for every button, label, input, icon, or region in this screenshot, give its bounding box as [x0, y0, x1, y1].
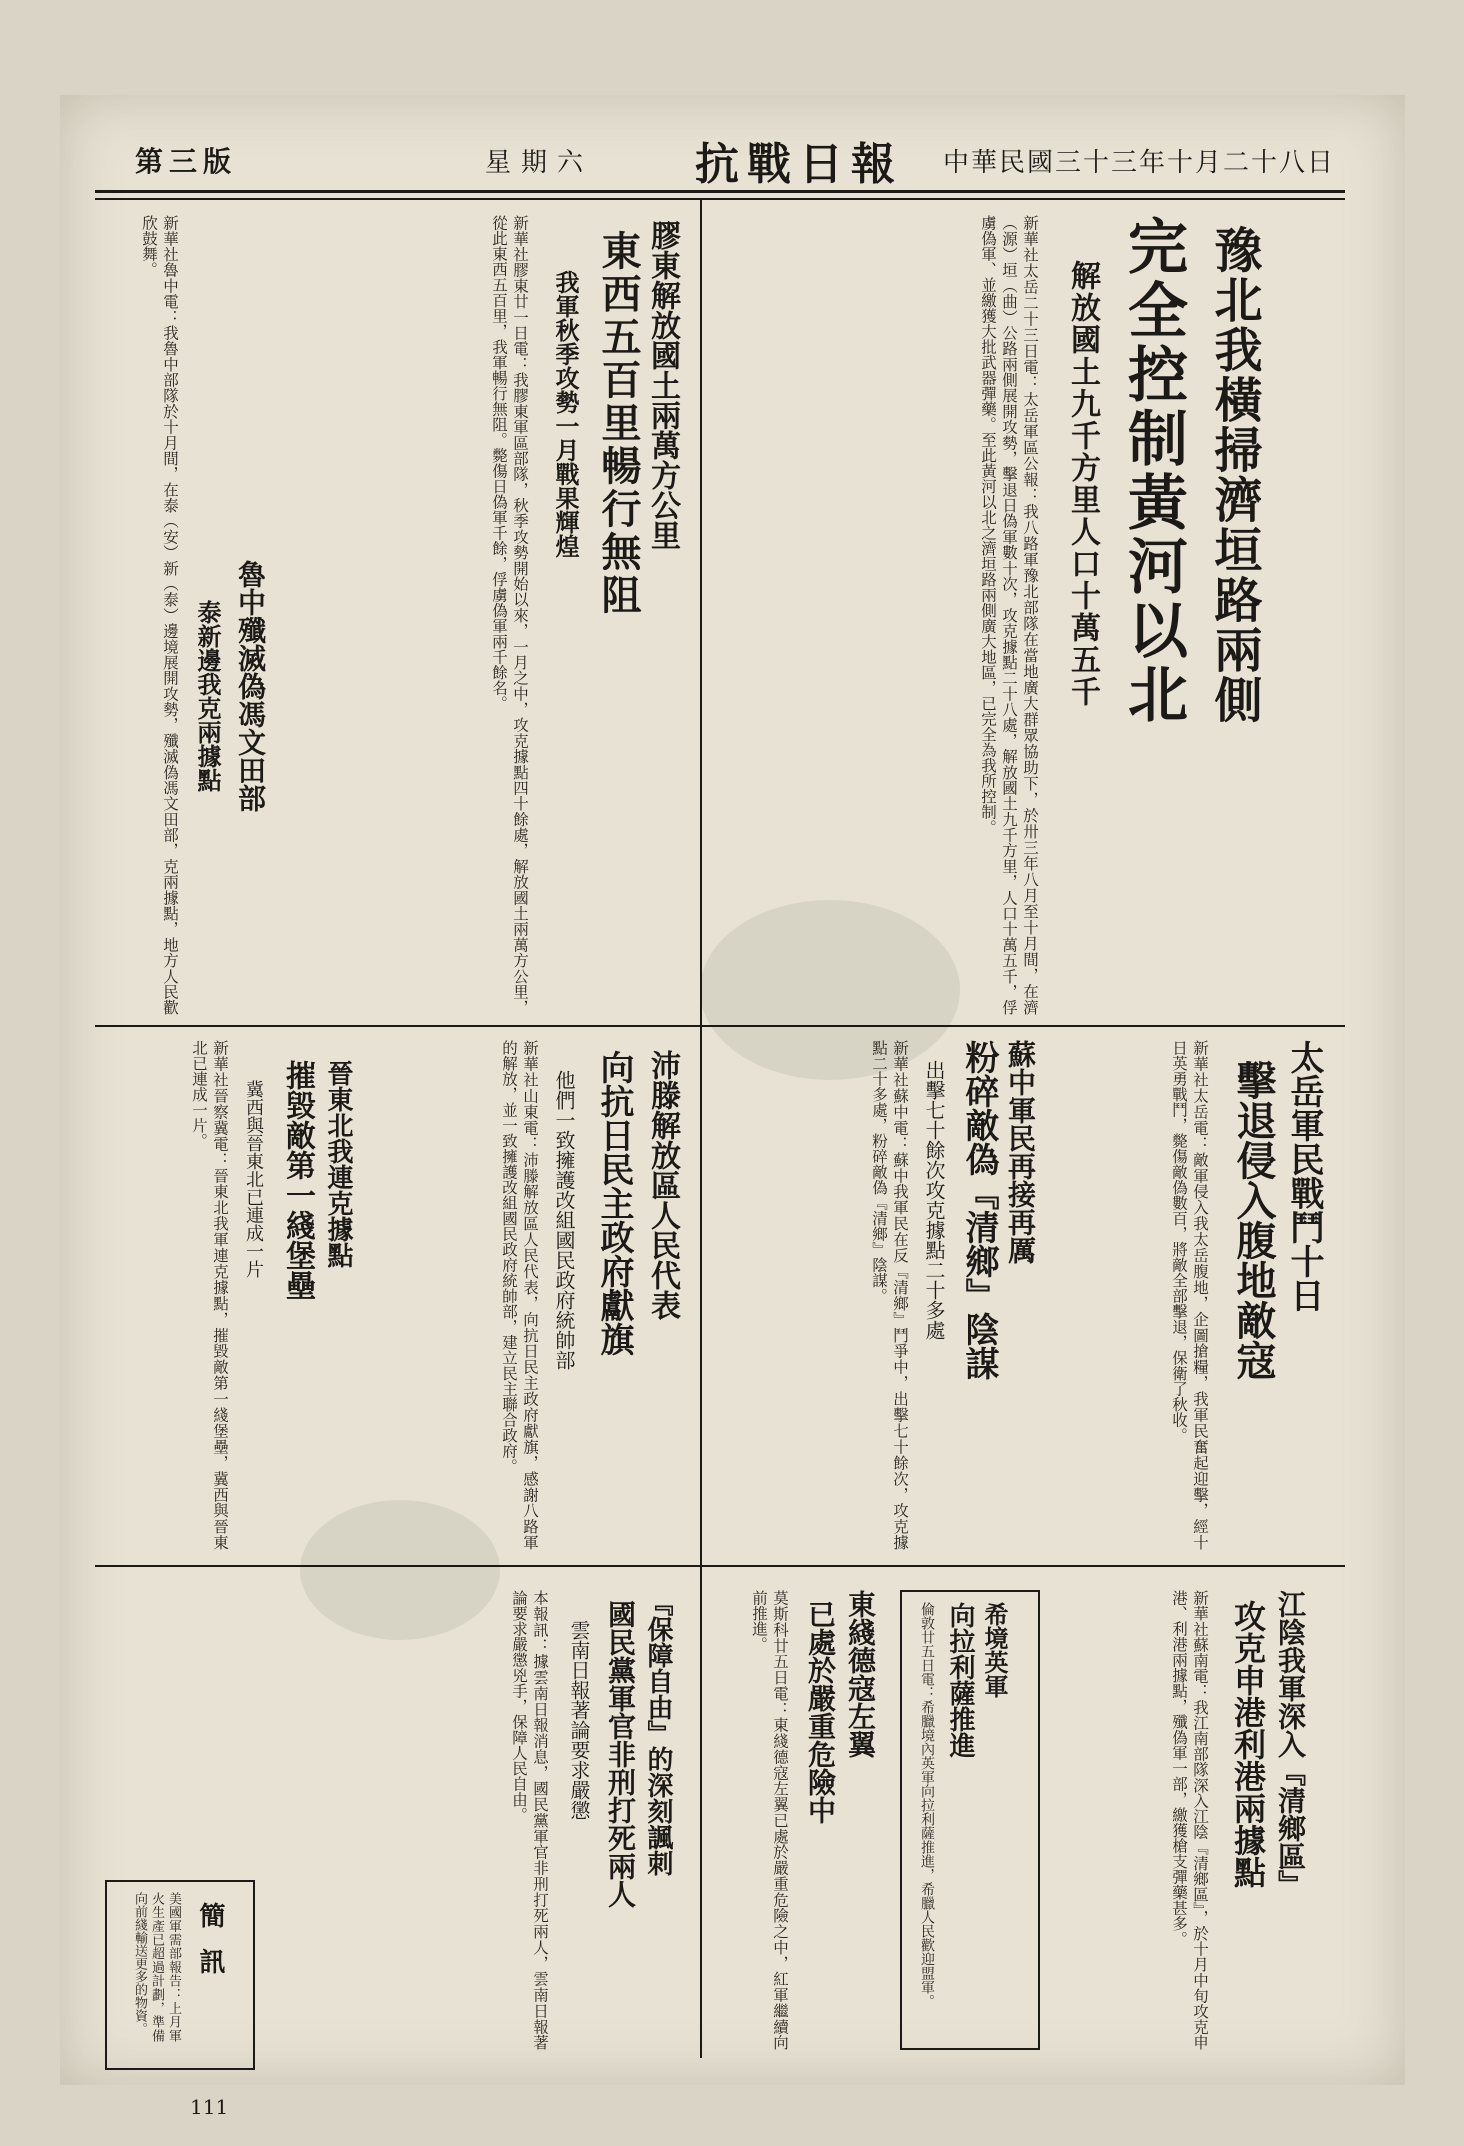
jiaodong-subhead: 我軍秋季攻勢一月戰果輝煌 [551, 270, 580, 558]
greece-headline-2: 向拉利薩推進 [945, 1602, 975, 1758]
lu-south-headline: 魯中殲滅偽馮文田部 [234, 560, 267, 812]
binhai-subhead: 他們一致擁護改組國民政府統帥部 [552, 1070, 576, 1370]
taiyue-headline: 太岳軍民戰鬥十日 [1284, 1040, 1324, 1312]
taiyue-body: 新華社太岳電：敵軍侵入我太岳腹地，企圖搶糧，我軍民奮起迎擊，經十日英勇戰鬥，斃傷敵偽數百，將敵全部擊退，保衛了秋收。 [1170, 1040, 1209, 1550]
greece-headline: 希境英軍 [980, 1602, 1009, 1698]
taiyue-headline-2: 擊退侵入腹地敵寇 [1230, 1060, 1277, 1380]
east-front-headline-2: 已處於嚴重危險中 [804, 1600, 837, 1824]
jiaodong-headline-2: 東西五百里暢行無阻 [595, 230, 642, 617]
page-number: 111 [190, 2095, 229, 2119]
lead-headline: 豫北我橫掃濟垣路兩側 [1206, 225, 1262, 725]
section-label: 第三版 [135, 145, 238, 178]
suzhong-headline-2: 粉碎敵偽『清鄉』陰謀 [959, 1040, 999, 1380]
brief-body: 美國軍需部報告：上月軍火生產已超過計劃，準備向前綫輸送更多的物資。 [132, 1892, 181, 2042]
jiangnan-body: 新華社蘇南電：我江南部隊深入江陰『清鄉區』，於十月中旬攻克申港、利港兩據點，殲偽軍一部，繳獲槍支彈藥甚多。 [1170, 1590, 1209, 2050]
greece-body: 倫敦廿五日電：希臘境內英軍向拉利薩推進，希臘人民歡迎盟軍。 [919, 1602, 935, 2008]
suzhong-headline: 蘇中軍民再接再厲 [1004, 1040, 1037, 1264]
brief-box [105, 1880, 255, 2070]
rule [700, 198, 702, 2058]
yunnan-body: 本報訊：據雲南日報消息，國民黨軍官非刑打死兩人，雲南日報著論要求嚴懲兇手，保障人民自由。 [510, 1590, 549, 2050]
lu-south-subhead: 泰新邊我克兩據點 [193, 600, 222, 792]
suzhong-body: 新華社蘇中電：蘇中我軍民在反『清鄉』鬥爭中，出擊七十餘次，攻克據點二十多處，粉碎敵偽『清鄉』陰謀。 [870, 1040, 909, 1550]
brief-headline: 簡訊 [195, 1902, 225, 1994]
yunnan-headline-2: 國民黨軍官非刑打死兩人 [604, 1600, 637, 1908]
weekday: 星期六 [485, 148, 594, 178]
greece-box [900, 1590, 1040, 2050]
rule [95, 1025, 1345, 1027]
east-front-headline: 東綫德寇左翼 [844, 1590, 877, 1758]
rule [95, 1565, 1345, 1567]
jinlu-headline-2: 摧毀敵第一綫堡壘 [280, 1060, 315, 1300]
yunnan-headline: 『保障自由』的深刻諷刺 [643, 1590, 673, 1876]
binhai-headline: 沛滕解放區人民代表 [645, 1050, 680, 1320]
jiangnan-headline-2: 攻克申港利港兩據點 [1229, 1600, 1267, 1888]
issue-date: 中華民國三十三年十月二十八日 [942, 148, 1335, 178]
jiaodong-headline: 膠東解放國土兩萬方公里 [645, 220, 680, 550]
jiangnan-headline: 江陰我軍深入『清鄉區』 [1274, 1590, 1307, 1898]
lead-body: 新華社太岳二十三日電：太岳軍區公報：我八路軍豫北部隊在當地廣大群眾協助下，於卅三年八月至十月間，在濟（源）垣（曲）公路兩側展開攻勢，擊退日偽軍數十次，攻克據點二十八處，解放國土九千方里，人口十萬五千，俘虜偽軍、並繳獲大批武器彈藥。至此黃河以北之濟垣路兩側廣大地區，已完全為我所控制。 [979, 215, 1039, 1015]
lu-south-body: 新華社魯中電：我魯中部隊於十月間，在泰（安）新（泰）邊境展開攻勢，殲滅偽馮文田部，克兩據點，地方人民歡欣鼓舞。 [140, 215, 179, 1015]
newspaper-title: 抗戰日報 [695, 139, 903, 190]
rule [95, 198, 1345, 200]
jiaodong-body: 新華社膠東廿一日電：我膠東軍區部隊，秋季攻勢開始以來，一月之中，攻克據點四十餘處，解放國土兩萬方公里，從此東西五百里，我軍暢行無阻。斃傷日偽軍千餘，俘虜偽軍兩千餘名。 [490, 215, 529, 1015]
masthead [95, 120, 1345, 193]
binhai-body: 新華社山東電：沛滕解放區人民代表，向抗日民主政府獻旗，感謝八路軍的解放，並一致擁護改組國民政府統帥部，建立民主聯合政府。 [500, 1040, 539, 1550]
yunnan-subhead: 雲南日報著論要求嚴懲 [567, 1620, 591, 1820]
east-front-body: 莫斯科廿五日電：東綫德寇左翼已處於嚴重危險之中，紅軍繼續向前推進。 [750, 1590, 789, 2050]
lead-subhead: 解放國土九千方里人口十萬五千 [1065, 260, 1100, 708]
binhai-headline-2: 向抗日民主政府獻旗 [594, 1050, 634, 1356]
jinlu-body: 新華社晉察冀電：晉東北我軍連克據點，摧毀敵第一綫堡壘，冀西與晉東北已連成一片。 [190, 1040, 229, 1550]
lead-headline-2: 完全控制黃河以北 [1118, 215, 1188, 727]
jinlu-headline: 晉東北我連克據點 [323, 1060, 353, 1268]
jinlu-subhead: 冀西與晉東北已連成一片 [243, 1080, 264, 1278]
suzhong-subhead: 出擊七十餘次攻克據點二十多處 [922, 1060, 946, 1340]
